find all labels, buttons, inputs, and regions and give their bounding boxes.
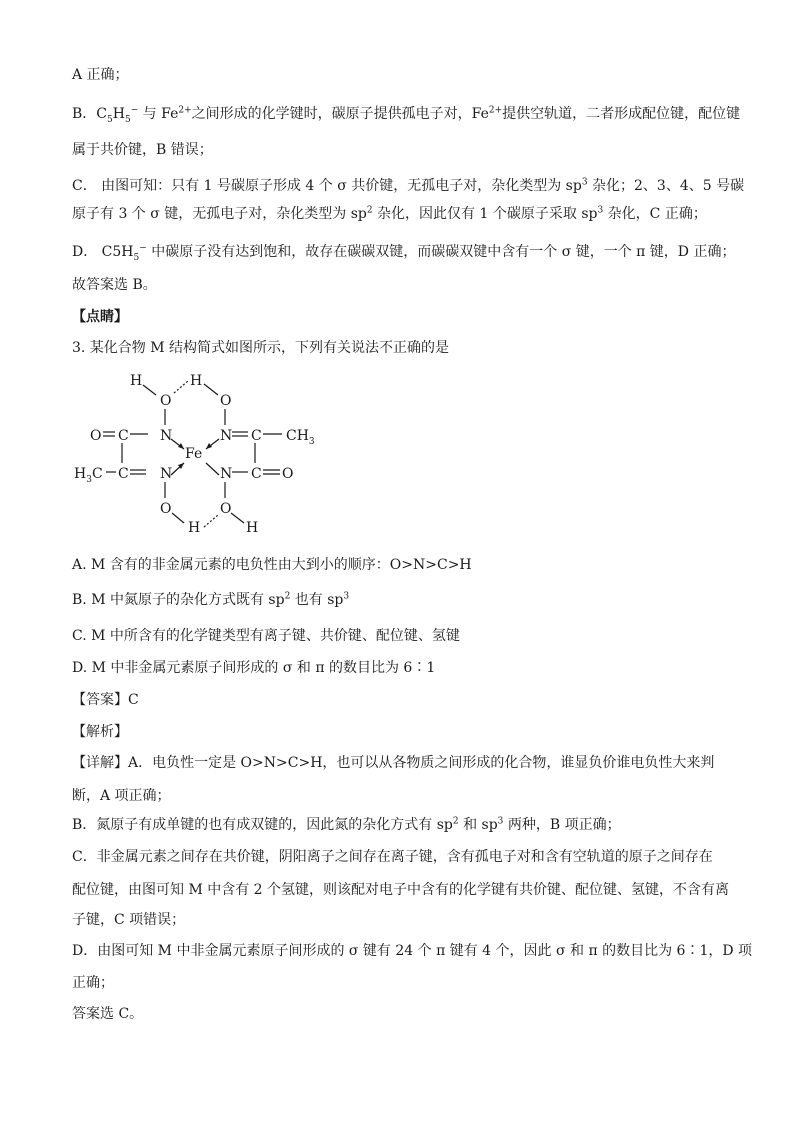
question-3-stem: 3. 某化合物 M 结构简式如图所示，下列有关说法不正确的是: [72, 340, 450, 356]
detail-b: B．氮原子有成单键的也有成双键的，因此氮的杂化方式有 $sp^2$ 和 $sp^3$ 两种，B 项正确；: [72, 816, 621, 833]
detail-d-cont: 正确；: [72, 975, 114, 991]
atom-n4: N: [220, 466, 233, 482]
atom-o3: O: [90, 428, 102, 444]
solution-line-a: A 正确；: [72, 67, 129, 83]
atom-c1: C: [118, 428, 129, 444]
compound-m-structure-diagram: [70, 365, 320, 535]
atom-c4: C: [251, 466, 262, 482]
atom-h2: H: [190, 373, 203, 389]
atom-h3c: $H_3C$: [74, 466, 103, 485]
option-a: A. M 含有的非金属元素的电负性由大到小的顺序：O>N>C>H: [72, 557, 472, 573]
option-c: C. M 中所含有的化学键类型有离子键、共价键、配位键、氢键: [72, 628, 460, 644]
detail-c-cont2: 子键，C 项错误；: [72, 912, 186, 928]
detail-c: C．非金属元素之间存在共价键，阴阳离子之间存在离子键，含有孤电子对和含有空轨道的原子之间存在: [72, 849, 713, 865]
atom-h4: H: [246, 520, 259, 535]
atom-n2: N: [220, 428, 233, 444]
atom-n3: N: [160, 466, 173, 482]
atom-o6: O: [220, 501, 232, 517]
answer-heading: 【答案】C: [72, 692, 139, 708]
atom-o5: O: [160, 501, 172, 517]
solution-line-d: D． $C5H_5^-$ 中碳原子没有达到饱和，故存在碳碳双键，而碳碳双键中含有一个 σ 键，一个 π 键，D 正确；: [72, 243, 736, 263]
atom-h1: H: [130, 373, 143, 389]
detail-c-cont1: 配位键，由图可知 M 中含有 2 个氢键，则该配对电子中含有的化学键有共价键、配位键、氢键，不含有离: [72, 882, 730, 898]
atom-n1: N: [160, 428, 173, 444]
detail-a: 【详解】A．电负性一定是 O>N>C>H，也可以从各物质之间形成的化合物，谁显负价谁电负性大来判: [72, 755, 715, 771]
atom-h3: H: [188, 520, 201, 535]
solution-line-b: B．$C_5H_5^-$ 与 $Fe^{2+}$之间形成的化学键时，碳原子提供孤电子对，$Fe^{2+}$提供空轨道，二者形成配位键，配位键: [72, 105, 741, 125]
option-b: B. M 中氮原子的杂化方式既有 $sp^2$ 也有 $sp^3$: [72, 591, 350, 608]
atom-c2: C: [251, 428, 262, 444]
solution-line-c-cont: 原子有 3 个 σ 键，无孤电子对，杂化类型为 $sp^2$ 杂化，因此仅有 1 个碳原子采取 $sp^3$ 杂化，C 正确；: [72, 205, 707, 222]
atom-c3: C: [118, 466, 129, 482]
detail-a-cont: 断，A 项正确；: [72, 788, 171, 804]
atom-o2: O: [220, 393, 232, 409]
solution-line-b-cont: 属于共价键，B 错误；: [72, 142, 213, 158]
atom-fe: Fe: [185, 446, 203, 462]
solution-line-c: C． 由图可知：只有 1 号碳原子形成 4 个 σ 共价键，无孤电子对，杂化类型为 $sp^3$ 杂化；2、3、4、5 号碳: [72, 177, 745, 194]
answer-summary-b: 故答案选 B。: [72, 277, 157, 293]
dianjing-heading: 【点睛】: [72, 309, 128, 325]
atom-ch3: $CH_3$: [286, 428, 315, 447]
final-answer: 答案选 C。: [72, 1006, 144, 1022]
option-d: D. M 中非金属元素原子间形成的 σ 和 π 的数目比为 6∶1: [72, 660, 436, 676]
detail-d: D．由图可知 M 中非金属元素原子间形成的 σ 键有 24 个 π 键有 4 个，因此 σ 和 π 的数目比为 6∶1，D 项: [72, 943, 753, 959]
atom-o4: O: [282, 466, 294, 482]
analysis-heading: 【解析】: [72, 724, 128, 740]
atom-o1: O: [160, 393, 172, 409]
